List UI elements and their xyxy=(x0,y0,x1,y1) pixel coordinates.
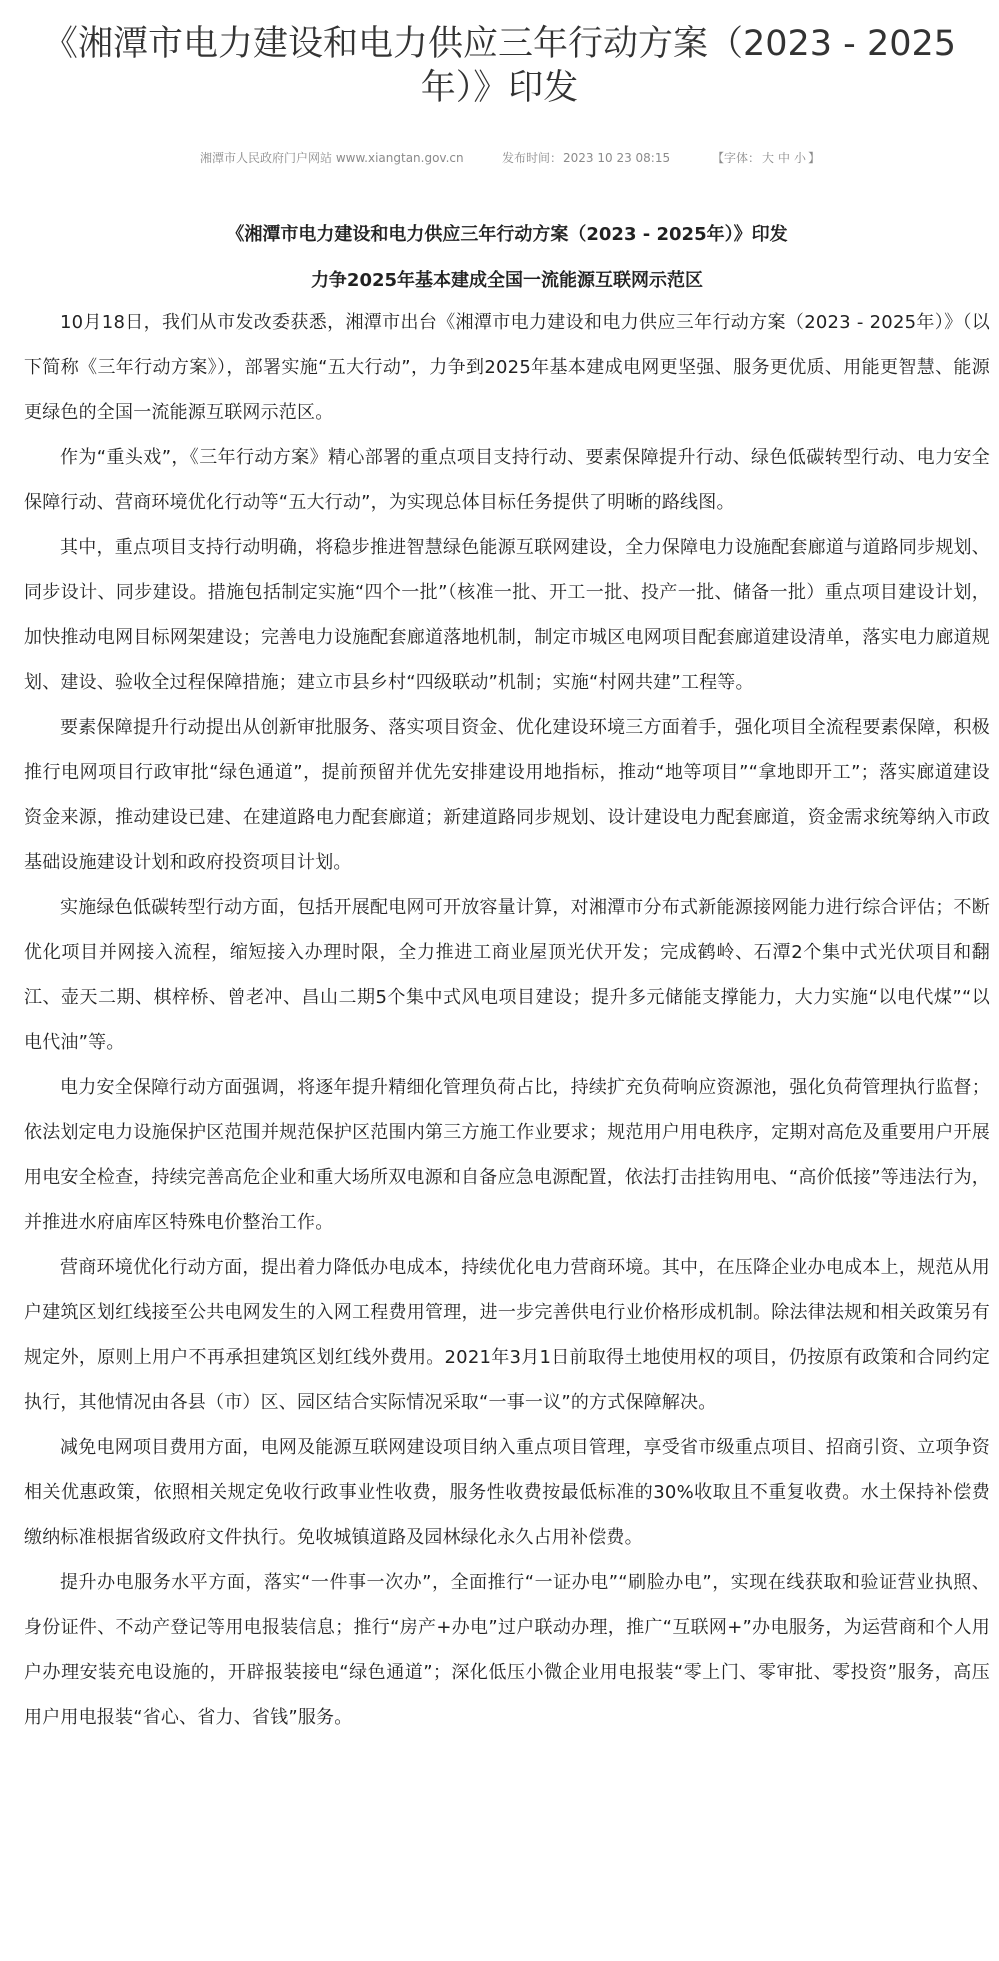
font-size-medium-button[interactable]: 中 xyxy=(778,151,791,165)
paragraph: 作为“重头戏”，《三年行动方案》精心部署的重点项目支持行动、要素保障提升行动、绿色低碳转型行动、电力安全保障行动、营商环境优化行动等“五大行动”，为实现总体目标任务提供了明晰的路线图。 xyxy=(24,447,990,513)
paragraph: 提升办电服务水平方面，落实“一件事一次办”，全面推行“一证办电”“刷脸办电”，实现在线获取和验证营业执照、身份证件、不动产登记等用电报装信息；推行“房产+办电”过户联动办理，推广“互联网+”办电服务，为运营商和个人用户办理安装充电设施的，开辟报装接电“绿色通道”；深化低压小微企业用电报装“零上门、零审批、零投资”服务，高压用户用电报装“省心、省力、省钱”服务。 xyxy=(24,1572,990,1728)
paragraph: 实施绿色低碳转型行动方面，包括开展配电网可开放容量计算，对湘潭市分布式新能源接网能力进行综合评估；不断优化项目并网接入流程，缩短接入办理时限，全力推进工商业屋顶光伏开发；完成鹤岭、石潭2个集中式光伏项目和翻江、壶天二期、棋梓桥、曾老冲、昌山二期5个集中式风电项目建设；提升多元储能支撑能力，大力实施“以电代煤”“以电代油”等。 xyxy=(24,897,990,1053)
paragraph: 减免电网项目费用方面，电网及能源互联网建设项目纳入重点项目管理，享受省市级重点项目、招商引资、立项争资相关优惠政策，依照相关规定免收行政事业性收费，服务性收费按最低标准的30%收取且不重复收费。水土保持补偿费缴纳标准根据省级政府文件执行。免收城镇道路及园林绿化永久占用补偿费。 xyxy=(24,1437,990,1548)
paragraph: 营商环境优化行动方面，提出着力降低办电成本，持续优化电力营商环境。其中，在压降企业办电成本上，规范从用户建筑区划红线接至公共电网发生的入网工程费用管理，进一步完善供电行业价格形成机制。除法律法规和相关政策另有规定外，原则上用户不再承担建筑区划红线外费用。2021年3月1日前取得土地使用权的项目，仍按原有政策和合同约定执行，其他情况由各县（市）区、园区结合实际情况采取“一事一议”的方式保障解决。 xyxy=(24,1257,990,1413)
article-headline: 力争2025年基本建成全国一流能源互联网示范区 xyxy=(310,270,704,291)
font-size-control xyxy=(712,148,820,168)
paragraph: 电力安全保障行动方面强调，将逐年提升精细化管理负荷占比，持续扩充负荷响应资源池，强化负荷管理执行监督；依法划定电力设施保护区范围并规范保护区范围内第三方施工作业要求；规范用户用电秩序，定期对高危及重要用户开展用电安全检查，持续完善高危企业和重大场所双电源和自备应急电源配置，依法打击挂钩用电、“高价低接”等违法行为，并推进水府庙库区特殊电价整治工作。 xyxy=(24,1077,990,1233)
article-body xyxy=(24,222,990,1740)
font-size-label: 【字体： xyxy=(712,151,761,165)
font-size-label-close: 】 xyxy=(808,151,821,165)
source-link[interactable]: 湘潭市人民政府门户网站 www.xiangtan.gov.cn xyxy=(200,151,464,165)
page-title: 《湘潭市电力建设和电力供应三年行动方案（2023 - 2025年）》印发 xyxy=(42,24,957,108)
article-meta xyxy=(0,148,999,168)
publish-time-label: 发布时间： xyxy=(502,151,563,165)
paragraph: 要素保障提升行动提出从创新审批服务、落实项目资金、优化建设环境三方面着手，强化项目全流程要素保障，积极推行电网项目行政审批“绿色通道”，提前预留并优先安排建设用地指标，推动“地等项目”“拿地即开工”；落实廊道建设资金来源，推动建设已建、在建道路电力配套廊道；新建道路同步规划、设计建设电力配套廊道，资金需求统筹纳入市政基础设施建设计划和政府投资项目计划。 xyxy=(24,717,990,873)
font-size-small-button[interactable]: 小 xyxy=(794,151,807,165)
font-size-large-button[interactable]: 大 xyxy=(762,151,775,165)
article-subtitle: 《湘潭市电力建设和电力供应三年行动方案（2023 - 2025年）》印发 xyxy=(226,224,788,245)
paragraph: 10月18日，我们从市发改委获悉，湘潭市出台《湘潭市电力建设和电力供应三年行动方案（2023 - 2025年）》（以下简称《三年行动方案》），部署实施“五大行动”，力争到2025年基本建成电网更坚强、服务更优质、用能更智慧、能源更绿色的全国一流能源互联网示范区。 xyxy=(24,312,990,423)
paragraph: 其中，重点项目支持行动明确，将稳步推进智慧绿色能源互联网建设，全力保障电力设施配套廊道与道路同步规划、同步设计、同步建设。措施包括制定实施“四个一批”（核准一批、开工一批、投产一批、储备一批）重点项目建设计划，加快推动电网目标网架建设；完善电力设施配套廊道落地机制，制定市城区电网项目配套廊道建设清单，落实电力廊道规划、建设、验收全过程保障措施；建立市县乡村“四级联动”机制；实施“村网共建”工程等。 xyxy=(24,537,990,693)
publish-time-value: 2023 10 23 08:15 xyxy=(563,151,671,165)
